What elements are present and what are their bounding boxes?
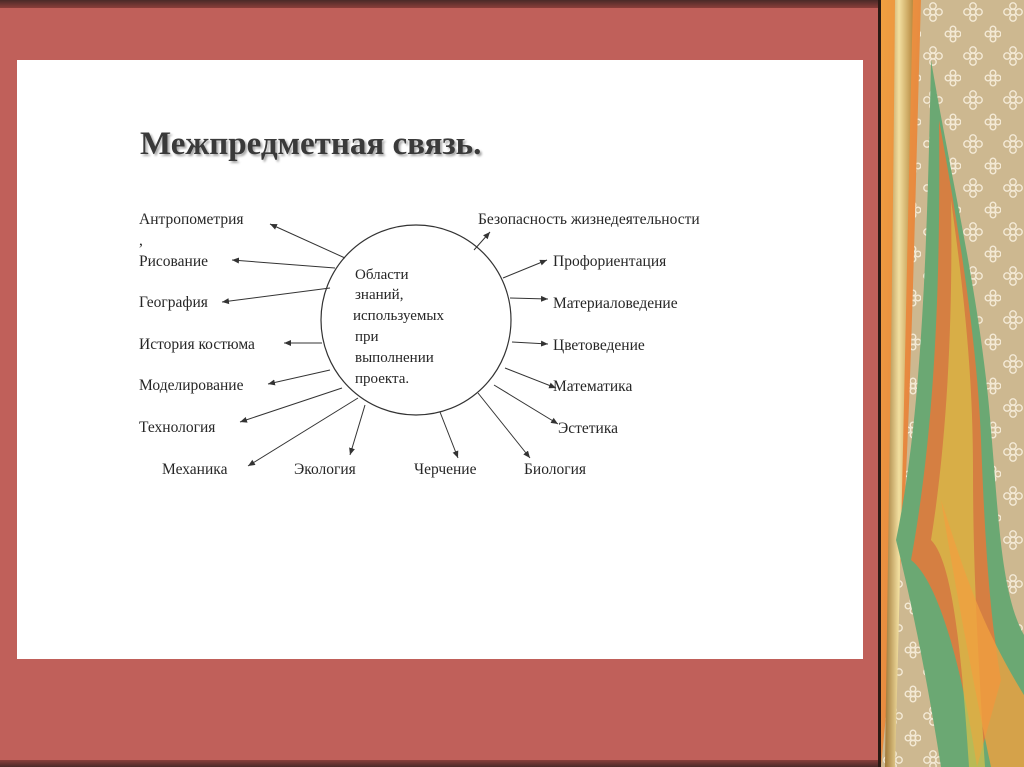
- label-life-safety: Безопасность жизнедеятельности: [478, 211, 700, 228]
- arrow-aesthetics: [494, 385, 558, 424]
- arrow-drafting: [440, 412, 458, 458]
- arrow-career-guidance: [503, 260, 547, 278]
- label-modeling: Моделирование: [139, 377, 244, 394]
- arrow-materials-science: [510, 298, 548, 299]
- label-costume-history: История костюма: [139, 336, 255, 353]
- arrow-drawing: [232, 260, 335, 268]
- arrow-anthropometry: [270, 224, 345, 258]
- arrow-geography: [222, 288, 330, 302]
- arrow-modeling: [268, 370, 330, 384]
- label-anthropometry: Антропометрия: [139, 211, 244, 228]
- label-ecology: Экология: [294, 461, 356, 478]
- label-color-science: Цветоведение: [553, 337, 645, 354]
- label-mathematics: Математика: [553, 378, 633, 395]
- label-biology: Биология: [524, 461, 587, 478]
- label-comma: ,: [139, 232, 143, 249]
- label-materials-science: Материаловедение: [553, 295, 678, 312]
- arrow-ecology: [350, 405, 365, 455]
- label-drafting: Черчение: [414, 461, 477, 478]
- label-drawing: Рисование: [139, 253, 209, 270]
- label-geography: География: [139, 294, 208, 311]
- label-career-guidance: Профориентация: [553, 253, 667, 270]
- label-aesthetics: Эстетика: [558, 420, 619, 437]
- arrow-mechanics: [248, 398, 358, 466]
- label-mechanics: Механика: [162, 461, 228, 478]
- arrow-mathematics: [505, 368, 556, 388]
- arrow-life-safety: [474, 232, 490, 250]
- slide-title: Межпредметная связь.: [140, 126, 482, 162]
- arrow-color-science: [512, 342, 548, 344]
- center-label: Области знаний, используемых при выполнении проекта.: [353, 267, 444, 387]
- label-technology: Технология: [139, 419, 216, 436]
